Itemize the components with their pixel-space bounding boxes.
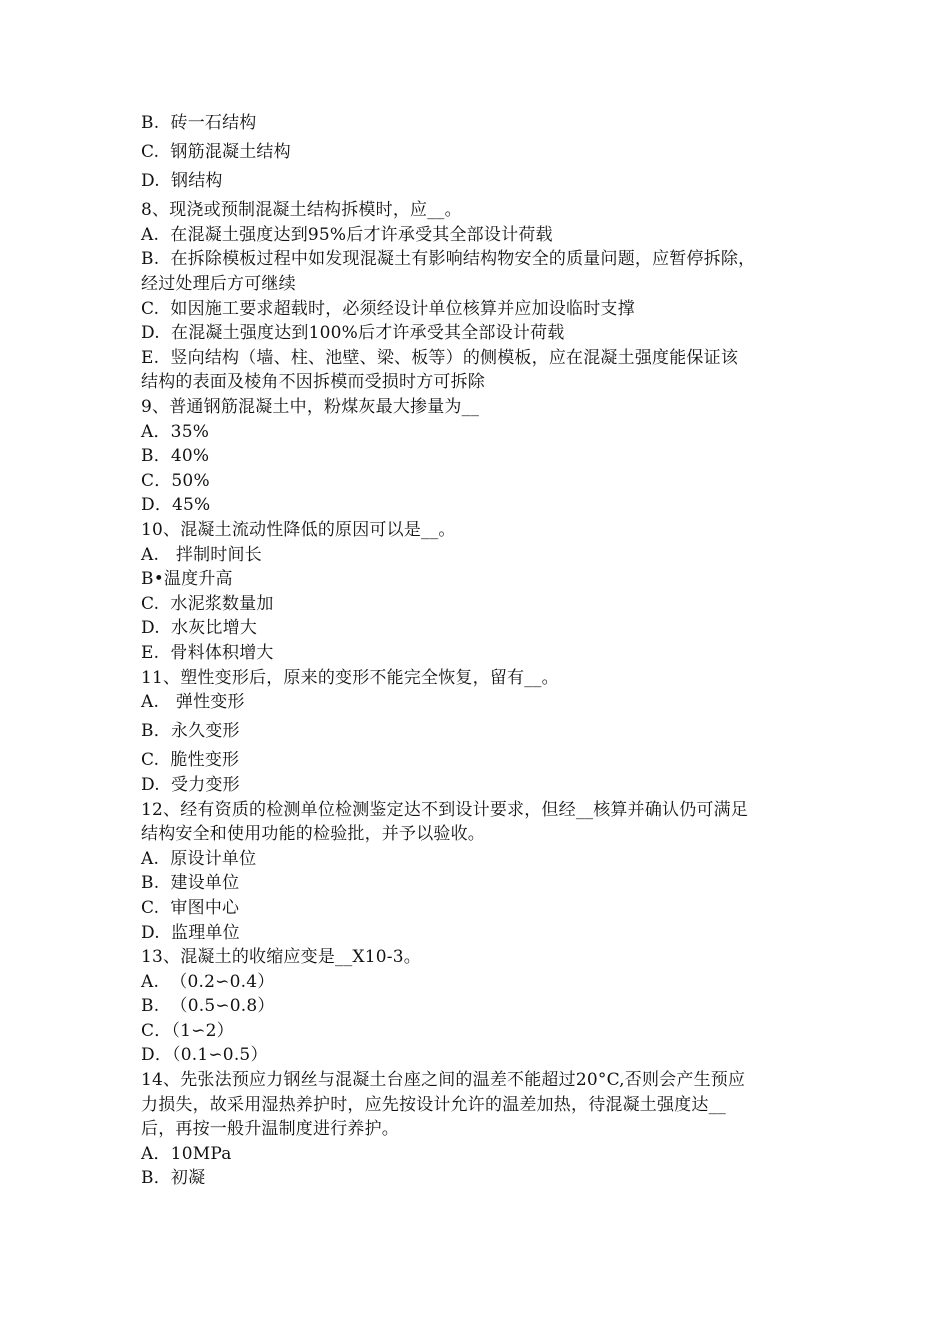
option-line: C. 水泥浆数量加 bbox=[141, 593, 274, 614]
option-line: B•温度升高 bbox=[141, 569, 233, 590]
question-line: 10、混凝土流动性降低的原因可以是__。 bbox=[141, 520, 456, 540]
question-line: 8、现浇或预制混凝土结构拆模时，应__。 bbox=[141, 200, 462, 221]
question-line: 12、经有资质的检测单位检测鉴定达不到设计要求，但经__核算并确认仍可满足 bbox=[141, 799, 749, 820]
option-line: C. 审图中心 bbox=[141, 897, 240, 918]
question-line: 11、塑性变形后，原来的变形不能完全恢复，留有__。 bbox=[141, 667, 559, 688]
option-line: B．初凝 bbox=[141, 1168, 206, 1189]
option-line: D．（0.1∽0.5） bbox=[141, 1045, 268, 1066]
option-line: D. 水灰比增大 bbox=[141, 618, 258, 639]
option-line: A. 拌制时间长 bbox=[141, 544, 262, 565]
option-line: B．40% bbox=[141, 446, 210, 467]
option-line: D．45% bbox=[141, 495, 211, 516]
question-continuation: 结构安全和使用功能的检验批，并予以验收。 bbox=[141, 824, 485, 845]
question-continuation: 后，再按一般升温制度进行养护。 bbox=[141, 1119, 399, 1140]
option-line: A. 在混凝土强度达到95%后才许承受其全部设计荷载 bbox=[141, 224, 553, 245]
option-line: E. 竖向结构（墙、柱、池壁、梁、板等）的侧模板，应在混凝土强度能保证该 bbox=[141, 347, 739, 368]
option-line: A. 原设计单位 bbox=[141, 848, 257, 869]
option-line: D. 受力变形 bbox=[141, 774, 240, 795]
option-line: B. 建设单位 bbox=[141, 873, 240, 894]
question-line: 13、混凝土的收缩应变是__X10-3。 bbox=[141, 947, 421, 968]
option-line: C．（1∽2） bbox=[141, 1020, 234, 1041]
option-continuation: 经过处理后方可继续 bbox=[141, 274, 296, 295]
option-line: A. （0.2∽0.4） bbox=[141, 971, 275, 992]
question-line: 14、先张法预应力钢丝与混凝土台座之间的温差不能超过20°C,否则会产生预应 bbox=[141, 1070, 746, 1091]
option-line: A．35% bbox=[141, 421, 210, 442]
option-line: D. 监理单位 bbox=[141, 922, 240, 943]
option-line: B. 砖一石结构 bbox=[141, 113, 257, 133]
option-line: B．永久变形 bbox=[141, 721, 240, 742]
option-line: D. 钢结构 bbox=[141, 171, 223, 192]
option-line: A．10MPa bbox=[141, 1143, 232, 1164]
option-line: C．50% bbox=[141, 470, 210, 491]
option-line: C. 如因施工要求超载时，必须经设计单位核算并应加设临时支撑 bbox=[141, 298, 635, 319]
option-line: D. 在混凝土强度达到100%后才许承受其全部设计荷载 bbox=[141, 323, 565, 344]
option-line: C. 钢筋混凝土结构 bbox=[141, 142, 291, 163]
option-line: B. （0.5∽0.8） bbox=[141, 996, 275, 1017]
question-continuation: 力损失，故采用湿热养护时，应先按设计允许的温差加热，待混凝土强度达__ bbox=[141, 1094, 726, 1115]
document-page bbox=[141, 111, 821, 1191]
option-continuation: 结构的表面及棱角不因拆模而受损时方可拆除 bbox=[141, 372, 485, 393]
option-line: B. 在拆除模板过程中如发现混凝土有影响结构物安全的质量问题，应暂停拆除， bbox=[141, 249, 756, 270]
option-line: E. 骨料体积增大 bbox=[141, 642, 274, 663]
question-line: 9、普通钢筋混凝土中，粉煤灰最大掺量为__ bbox=[141, 397, 480, 418]
option-line: C. 脆性变形 bbox=[141, 750, 240, 771]
option-line: A. 弹性变形 bbox=[141, 692, 245, 713]
